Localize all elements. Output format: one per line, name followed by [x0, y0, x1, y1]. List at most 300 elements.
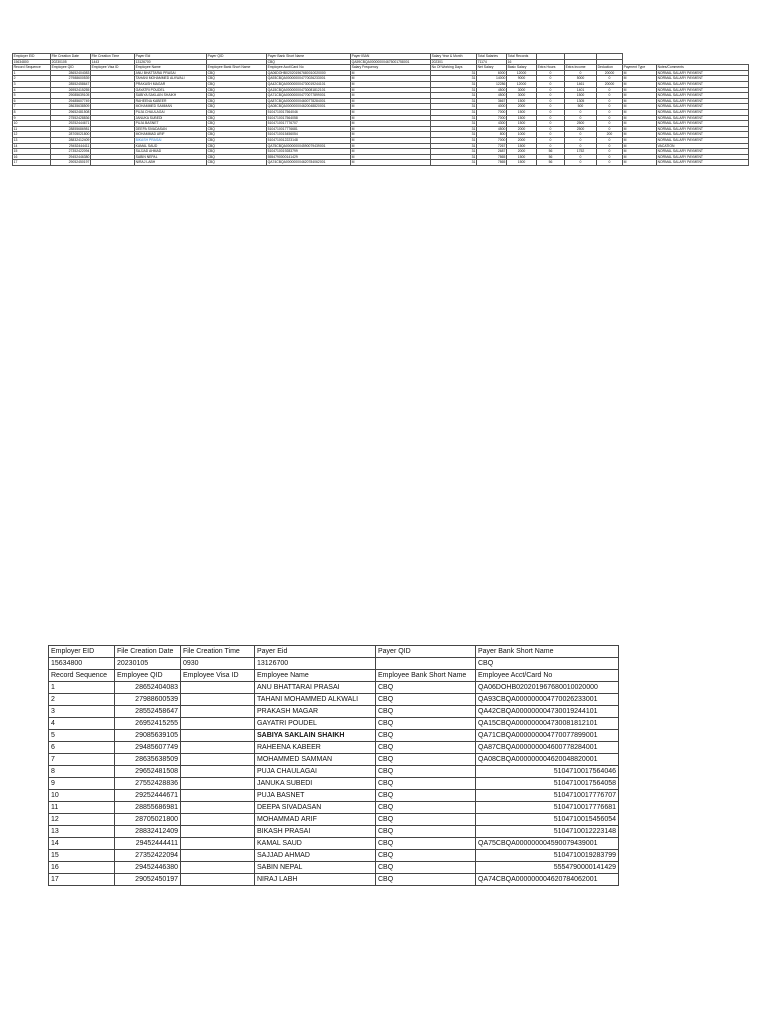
cell[interactable] — [181, 802, 255, 814]
cell[interactable]: 0 — [537, 70, 565, 76]
cell[interactable]: SABIN NEPAL — [135, 154, 207, 160]
cell[interactable]: 13126700 — [255, 658, 376, 670]
cell[interactable]: M — [623, 70, 657, 76]
cell[interactable]: 13 — [49, 826, 115, 838]
cell[interactable]: 7000 — [477, 137, 507, 143]
cell[interactable]: 28832412409 — [115, 826, 181, 838]
cell[interactable]: 2 — [49, 694, 115, 706]
cell[interactable]: 27988600539 — [51, 76, 91, 82]
cell[interactable]: QA74CBQA000000004620784062001 — [476, 874, 619, 886]
cell[interactable]: 5104710017776707 — [267, 121, 351, 127]
cell[interactable]: CBQ — [207, 121, 267, 127]
cell[interactable]: 31 — [431, 137, 477, 143]
cell[interactable]: 1500 — [507, 143, 537, 149]
cell[interactable] — [376, 658, 476, 670]
cell[interactable]: QA06DOHB020201967680010020000 — [267, 70, 351, 76]
cell[interactable]: File Creation Time — [181, 646, 255, 658]
cell[interactable]: QA15CBQA000000004730081812101 — [267, 87, 351, 93]
cell[interactable]: 13126700 — [135, 59, 207, 65]
cell[interactable]: Extra Income — [565, 65, 597, 71]
cell[interactable]: CBQ — [376, 862, 476, 874]
cell[interactable]: M — [351, 81, 431, 87]
cell[interactable]: Extra Hours — [537, 65, 565, 71]
cell[interactable] — [181, 874, 255, 886]
cell[interactable] — [181, 838, 255, 850]
cell[interactable]: 5104710019283799 — [476, 850, 619, 862]
cell[interactable]: 56 — [537, 149, 565, 155]
cell[interactable]: 28552458647 — [115, 706, 181, 718]
cell[interactable]: CBQ — [376, 778, 476, 790]
cell[interactable]: 0 — [565, 115, 597, 121]
cell[interactable]: 9000 — [507, 76, 537, 82]
cell[interactable]: 31 — [431, 98, 477, 104]
cell[interactable]: 7267 — [477, 143, 507, 149]
cell[interactable]: M — [623, 76, 657, 82]
cell[interactable]: MOHAMMAD ARIF — [135, 132, 207, 138]
cell[interactable]: Net Salary — [477, 65, 507, 71]
cell[interactable]: CBQ — [207, 98, 267, 104]
cell[interactable]: 29052450197 — [51, 160, 91, 166]
cell[interactable]: 2000 — [507, 104, 537, 110]
cell[interactable]: Payment Type — [623, 65, 657, 71]
cell[interactable]: 28855686981 — [115, 802, 181, 814]
cell[interactable]: CBQ — [207, 81, 267, 87]
cell[interactable]: NORMAL SALARY PAYMENT — [657, 109, 749, 115]
cell[interactable]: 0 — [565, 109, 597, 115]
cell[interactable]: 31 — [431, 149, 477, 155]
cell[interactable]: QA74CBQA000000004620784062001 — [267, 160, 351, 166]
cell[interactable]: QA93CBQA000000004770026233001 — [476, 694, 619, 706]
cell[interactable]: 20000 — [597, 81, 623, 87]
cell[interactable]: 1 — [13, 70, 51, 76]
cell[interactable]: QA42CBQA000000004730019244101 — [476, 706, 619, 718]
cell[interactable]: 0 — [565, 70, 597, 76]
cell[interactable]: CBQ — [376, 790, 476, 802]
cell[interactable]: NORMAL SALARY PAYMENT — [657, 76, 749, 82]
cell[interactable]: 31 — [431, 115, 477, 121]
cell[interactable]: M — [351, 126, 431, 132]
cell[interactable]: 28855686981 — [51, 126, 91, 132]
cell[interactable]: 0 — [537, 93, 565, 99]
cell[interactable]: 31 — [431, 132, 477, 138]
cell[interactable]: CBQ — [476, 658, 619, 670]
cell[interactable]: 29652481508 — [115, 766, 181, 778]
cell[interactable]: M — [623, 93, 657, 99]
cell[interactable]: M — [623, 154, 657, 160]
cell[interactable]: CBQ — [376, 802, 476, 814]
cell[interactable]: 27552428836 — [51, 115, 91, 121]
cell[interactable]: 7 — [49, 754, 115, 766]
cell[interactable]: 15634800 — [49, 658, 115, 670]
cell[interactable]: 5104710017776707 — [476, 790, 619, 802]
cell[interactable]: CBQ — [376, 682, 476, 694]
cell[interactable]: CBQ — [376, 706, 476, 718]
cell[interactable]: 200 — [597, 132, 623, 138]
cell[interactable]: 5104710017564058 — [476, 778, 619, 790]
cell[interactable]: M — [351, 121, 431, 127]
cell[interactable]: CBQ — [376, 766, 476, 778]
cell[interactable] — [181, 814, 255, 826]
cell[interactable]: QA08CBQA000000004620048820001 — [267, 104, 351, 110]
cell[interactable]: QA08CBQA000000004620048820001 — [476, 754, 619, 766]
cell[interactable]: Employee Acct/Card No — [476, 670, 619, 682]
cell[interactable]: CBQ — [376, 718, 476, 730]
cell[interactable]: 5104710017776681 — [267, 126, 351, 132]
cell[interactable]: Employee Visa ID — [91, 65, 135, 71]
cell[interactable]: 5554790000141429 — [476, 862, 619, 874]
cell[interactable] — [181, 862, 255, 874]
cell[interactable]: QA93CBQA000000004770026233001 — [267, 76, 351, 82]
cell[interactable]: JANUKA SUBEDI — [135, 115, 207, 121]
cell[interactable]: 7000 — [477, 115, 507, 121]
cell[interactable]: 12 — [13, 132, 51, 138]
cell[interactable]: 56 — [537, 160, 565, 166]
cell[interactable] — [181, 826, 255, 838]
cell[interactable]: CBQ — [376, 730, 476, 742]
cell[interactable]: Employee QID — [51, 65, 91, 71]
cell[interactable]: 31 — [431, 104, 477, 110]
cell[interactable]: 27352422094 — [115, 850, 181, 862]
cell[interactable]: GAYATRI POUDEL — [255, 718, 376, 730]
cell[interactable]: Total Salaries — [477, 54, 507, 60]
cell[interactable] — [181, 754, 255, 766]
cell[interactable]: 0 — [597, 98, 623, 104]
cell[interactable]: 10 — [49, 790, 115, 802]
cell[interactable]: 6000 — [477, 70, 507, 76]
cell[interactable]: M — [351, 132, 431, 138]
cell[interactable]: 3000 — [507, 87, 537, 93]
cell[interactable]: QA71CBQA000000004770077899001 — [476, 730, 619, 742]
cell[interactable]: 0930 — [181, 658, 255, 670]
cell[interactable]: 29052450197 — [115, 874, 181, 886]
cell[interactable]: PRAKASH MAGAR — [135, 81, 207, 87]
cell[interactable]: SABIN NEPAL — [255, 862, 376, 874]
cell[interactable]: 20230105 — [115, 658, 181, 670]
cell[interactable]: M — [351, 70, 431, 76]
cell[interactable]: NORMAL SALARY PAYMENT — [657, 115, 749, 121]
cell[interactable]: 12000 — [507, 81, 537, 87]
cell[interactable]: CBQ — [207, 137, 267, 143]
cell[interactable]: 0 — [537, 121, 565, 127]
cell[interactable]: QA75CBQA000000004590079439001 — [267, 143, 351, 149]
cell[interactable]: QA75CBQA000000004590079439001 — [476, 838, 619, 850]
cell[interactable]: 3 — [13, 81, 51, 87]
cell[interactable]: 0 — [597, 121, 623, 127]
cell[interactable]: CBQ — [376, 850, 476, 862]
cell[interactable] — [181, 682, 255, 694]
cell[interactable]: 28552458647 — [51, 81, 91, 87]
cell[interactable]: 5104710017564046 — [476, 766, 619, 778]
cell[interactable]: QA42CBQA000000004730019244101 — [267, 81, 351, 87]
cell[interactable]: PUJA CHAULAGAI — [255, 766, 376, 778]
cell[interactable]: 3 — [49, 706, 115, 718]
cell[interactable]: 29452446380 — [115, 862, 181, 874]
cell[interactable]: M — [623, 115, 657, 121]
cell[interactable]: KAMAL SAUD — [135, 143, 207, 149]
cell[interactable]: QA87CBQA000000004600778284001 — [267, 98, 351, 104]
cell[interactable]: Employee Name — [135, 65, 207, 71]
cell[interactable]: Record Sequence — [13, 65, 51, 71]
cell[interactable]: 14 — [13, 143, 51, 149]
cell[interactable]: 29452444411 — [51, 143, 91, 149]
cell[interactable]: M — [351, 149, 431, 155]
cell[interactable]: 12000 — [507, 70, 537, 76]
cell[interactable]: CBQ — [207, 149, 267, 155]
cell[interactable]: 3667 — [477, 98, 507, 104]
cell[interactable] — [91, 160, 135, 166]
cell[interactable]: 29652481508 — [51, 109, 91, 115]
cell[interactable]: 0 — [565, 137, 597, 143]
cell[interactable]: 202301 — [431, 59, 477, 65]
cell[interactable]: M — [623, 126, 657, 132]
cell[interactable]: 500 — [565, 104, 597, 110]
cell[interactable]: PRAKASH MAGAR — [255, 706, 376, 718]
cell[interactable]: NORMAL SALARY PAYMENT — [657, 104, 749, 110]
cell[interactable]: NORMAL SALARY PAYMENT — [657, 81, 749, 87]
cell[interactable]: CBQ — [376, 838, 476, 850]
cell[interactable]: File Creation Time — [91, 54, 135, 60]
cell[interactable]: 5104710017564046 — [267, 109, 351, 115]
cell[interactable]: RAHEENA KABEER — [255, 742, 376, 754]
cell[interactable]: 11 — [13, 126, 51, 132]
cell[interactable]: NORMAL SALARY PAYMENT — [657, 154, 749, 160]
cell[interactable]: Payer QID — [207, 54, 267, 60]
cell[interactable]: 0 — [597, 104, 623, 110]
cell[interactable]: TAHANI MOHAMMED ALKWALI — [135, 76, 207, 82]
cell[interactable]: QA87CBQA000000004600778284001 — [476, 742, 619, 754]
cell[interactable]: 6 — [49, 742, 115, 754]
cell[interactable]: 28652404083 — [51, 70, 91, 76]
cell[interactable]: NORMAL SALARY PAYMENT — [657, 126, 749, 132]
cell[interactable]: 7 — [13, 104, 51, 110]
cell[interactable]: M — [351, 115, 431, 121]
cell[interactable]: 1305 — [565, 98, 597, 104]
cell[interactable]: 11 — [49, 802, 115, 814]
cell[interactable]: 1752 — [565, 149, 597, 155]
cell[interactable]: NORMAL SALARY PAYMENT — [657, 132, 749, 138]
cell[interactable]: File Creation Date — [51, 54, 91, 60]
cell[interactable]: 0 — [537, 132, 565, 138]
cell[interactable]: 5000 — [565, 76, 597, 82]
cell[interactable]: M — [623, 121, 657, 127]
cell[interactable]: CBQ — [207, 70, 267, 76]
cell[interactable]: 0 — [597, 143, 623, 149]
cell[interactable]: 0 — [565, 154, 597, 160]
cell[interactable]: 15 — [49, 850, 115, 862]
cell[interactable]: 31 — [431, 76, 477, 82]
cell[interactable]: 5104710015456054 — [267, 132, 351, 138]
cell[interactable]: 0 — [597, 115, 623, 121]
cell[interactable]: CBQ — [207, 104, 267, 110]
cell[interactable]: 16 — [49, 862, 115, 874]
cell[interactable]: 1500 — [507, 160, 537, 166]
cell[interactable]: 1500 — [507, 154, 537, 160]
cell[interactable]: 16 — [13, 154, 51, 160]
cell[interactable]: M — [623, 160, 657, 166]
cell[interactable]: NORMAL SALARY PAYMENT — [657, 160, 749, 166]
cell[interactable]: Salary Frequency — [351, 65, 431, 71]
cell[interactable]: Payer Bank Short Name — [267, 54, 351, 60]
cell[interactable]: 4000 — [477, 104, 507, 110]
cell[interactable]: 5 — [49, 730, 115, 742]
cell[interactable]: 56 — [537, 154, 565, 160]
cell[interactable]: 1 — [49, 682, 115, 694]
cell[interactable]: M — [351, 154, 431, 160]
cell[interactable]: BIKASH PRASAI — [255, 826, 376, 838]
cell[interactable]: M — [351, 137, 431, 143]
cell[interactable]: 12 — [49, 814, 115, 826]
cell[interactable]: Employee Visa ID — [181, 670, 255, 682]
cell[interactable]: 26952415255 — [51, 87, 91, 93]
cell[interactable]: CBQ — [376, 826, 476, 838]
cell[interactable]: 29452446380 — [51, 154, 91, 160]
cell[interactable]: 1500 — [565, 93, 597, 99]
cell[interactable]: 28635638509 — [51, 104, 91, 110]
cell[interactable]: 4500 — [477, 87, 507, 93]
cell[interactable]: Employee QID — [115, 670, 181, 682]
cell[interactable]: M — [351, 76, 431, 82]
cell[interactable] — [181, 718, 255, 730]
cell[interactable]: No Of Working Days — [431, 65, 477, 71]
cell[interactable]: 4500 — [477, 93, 507, 99]
cell[interactable]: 5104710017776681 — [476, 802, 619, 814]
cell[interactable]: JANUKA SUBEDI — [255, 778, 376, 790]
cell[interactable]: CBQ — [207, 132, 267, 138]
cell[interactable]: 31 — [431, 143, 477, 149]
cell[interactable]: NORMAL SALARY PAYMENT — [657, 149, 749, 155]
cell[interactable]: SAJJAD AHMAD — [135, 149, 207, 155]
cell[interactable]: CBQ — [267, 59, 351, 65]
cell[interactable]: 0 — [537, 109, 565, 115]
cell[interactable]: 31 — [431, 126, 477, 132]
cell[interactable]: 0 — [537, 115, 565, 121]
cell[interactable]: Employee Name — [255, 670, 376, 682]
cell[interactable]: NORMAL SALARY PAYMENT — [657, 87, 749, 93]
cell[interactable]: 7000 — [477, 109, 507, 115]
cell[interactable]: 1461 — [565, 81, 597, 87]
cell[interactable]: 2000 — [507, 126, 537, 132]
cell[interactable]: 12286 — [477, 81, 507, 87]
cell[interactable]: 0 — [597, 93, 623, 99]
cell[interactable]: M — [623, 98, 657, 104]
cell[interactable]: 0 — [537, 98, 565, 104]
cell[interactable]: Payer IBAN — [351, 54, 431, 60]
cell[interactable]: File Creation Date — [115, 646, 181, 658]
cell[interactable]: QA71CBQA000000004770077899001 — [267, 93, 351, 99]
cell[interactable]: 0 — [565, 132, 597, 138]
cell[interactable]: 29085639105 — [51, 93, 91, 99]
cell[interactable]: Notes/Comments — [657, 65, 749, 71]
cell[interactable]: M — [351, 98, 431, 104]
cell[interactable] — [181, 730, 255, 742]
cell[interactable]: PUJA BASNET — [135, 121, 207, 127]
cell[interactable]: M — [623, 137, 657, 143]
cell[interactable]: 17 — [49, 874, 115, 886]
cell[interactable] — [181, 790, 255, 802]
cell[interactable]: CBQ — [376, 694, 476, 706]
cell[interactable]: NIRAJ LABH — [135, 160, 207, 166]
cell[interactable]: NORMAL SALARY PAYMENT — [657, 93, 749, 99]
cell[interactable]: 0 — [597, 160, 623, 166]
cell[interactable] — [181, 694, 255, 706]
cell[interactable]: 7865 — [477, 160, 507, 166]
cell[interactable]: DEEPA SIVADASAN — [255, 802, 376, 814]
cell[interactable]: M — [623, 109, 657, 115]
cell[interactable]: Employer EID — [13, 54, 51, 60]
cell[interactable]: M — [623, 87, 657, 93]
cell[interactable]: 2500 — [565, 126, 597, 132]
cell[interactable]: 8 — [13, 109, 51, 115]
cell[interactable]: 9 — [13, 115, 51, 121]
cell[interactable]: 0 — [597, 87, 623, 93]
cell[interactable]: MOHAMMED SAMMAN — [135, 104, 207, 110]
cell[interactable]: CBQ — [207, 76, 267, 82]
cell[interactable]: 4500 — [477, 126, 507, 132]
cell[interactable]: CBQ — [207, 109, 267, 115]
cell[interactable]: 5104710019283799 — [267, 149, 351, 155]
cell[interactable]: 28705021800 — [115, 814, 181, 826]
cell[interactable]: 0 — [537, 76, 565, 82]
cell[interactable]: GAYATRI POUDEL — [135, 87, 207, 93]
cell[interactable]: MOHAMMAD ARIF — [255, 814, 376, 826]
cell[interactable]: ANU BHATTARAI PRASAI — [135, 70, 207, 76]
cell[interactable]: 0 — [597, 109, 623, 115]
cell[interactable]: 31 — [431, 81, 477, 87]
cell[interactable]: 15634800 — [13, 59, 51, 65]
cell[interactable]: 1000 — [507, 132, 537, 138]
cell[interactable]: 1500 — [507, 109, 537, 115]
cell[interactable]: 0 — [537, 137, 565, 143]
cell[interactable]: 0 — [537, 126, 565, 132]
cell[interactable]: 0 — [597, 126, 623, 132]
cell[interactable]: 28652404083 — [115, 682, 181, 694]
cell[interactable]: 0 — [565, 160, 597, 166]
cell[interactable]: 31 — [431, 109, 477, 115]
cell[interactable]: Employee Acct/Card No — [267, 65, 351, 71]
cell[interactable]: 0 — [537, 143, 565, 149]
cell[interactable]: DEEPA SIVADASAN — [135, 126, 207, 132]
cell[interactable]: 6 — [13, 98, 51, 104]
cell[interactable]: PUJA BASNET — [255, 790, 376, 802]
cell[interactable]: 2500 — [565, 121, 597, 127]
cell[interactable]: RAHEENA KABEER — [135, 98, 207, 104]
cell[interactable]: Payer Bank Short Name — [476, 646, 619, 658]
cell[interactable]: Record Sequence — [49, 670, 115, 682]
cell[interactable]: 29485607749 — [51, 98, 91, 104]
cell[interactable]: M — [351, 104, 431, 110]
cell[interactable]: MOHAMMED SAMMAN — [255, 754, 376, 766]
cell[interactable]: 0 — [537, 81, 565, 87]
cell[interactable]: SAJJAD AHMAD — [255, 850, 376, 862]
cell[interactable]: 5104710012223148 — [267, 137, 351, 143]
cell[interactable]: CBQ — [207, 115, 267, 121]
cell[interactable]: 9 — [49, 778, 115, 790]
cell[interactable]: 0 — [597, 149, 623, 155]
cell[interactable]: 28705021800 — [51, 132, 91, 138]
cell[interactable]: 0 — [565, 143, 597, 149]
cell[interactable]: 3000 — [507, 93, 537, 99]
cell[interactable]: 14000 — [477, 76, 507, 82]
cell[interactable]: CBQ — [376, 814, 476, 826]
cell[interactable] — [181, 706, 255, 718]
cell[interactable]: 29452444411 — [115, 838, 181, 850]
cell[interactable]: VACATION — [657, 143, 749, 149]
cell[interactable]: 71174 — [477, 59, 507, 65]
cell[interactable] — [181, 778, 255, 790]
cell[interactable]: PUJA CHAULAGAI — [135, 109, 207, 115]
cell[interactable]: 4300 — [477, 121, 507, 127]
cell[interactable]: M — [623, 81, 657, 87]
